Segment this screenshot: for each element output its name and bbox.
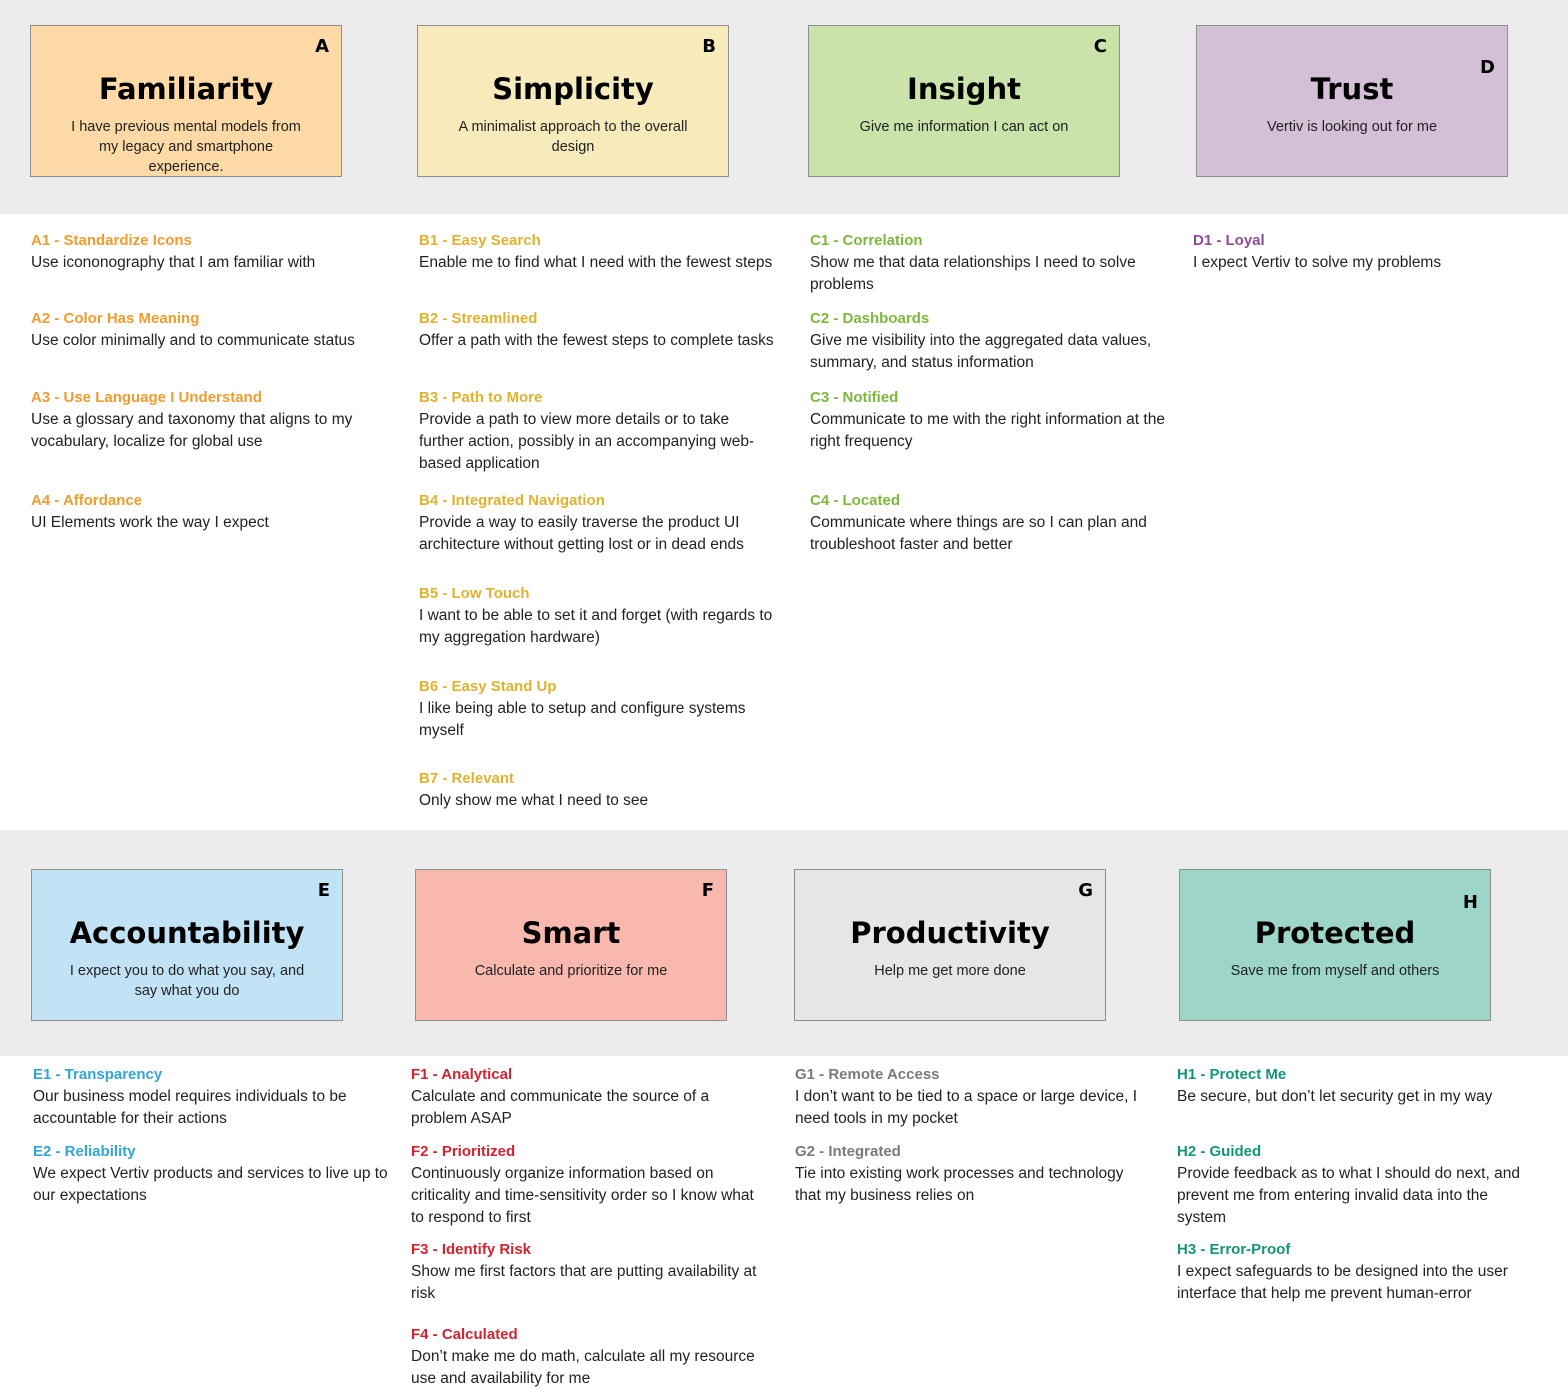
- card-title: Smart: [521, 916, 621, 950]
- item-heading: C1 - Correlation: [810, 232, 923, 249]
- item-heading: G2 - Integrated: [795, 1143, 901, 1160]
- list-item: [33, 1064, 388, 1130]
- item-heading: A3 - Use Language I Understand: [31, 389, 262, 406]
- item-heading: H3 - Error-Proof: [1177, 1241, 1291, 1258]
- card-letter: A: [315, 36, 329, 57]
- item-text: Use color minimally and to communicate status: [31, 332, 355, 349]
- item-text: I want to be able to set it and forget (with regards to my aggregation hardware): [419, 607, 773, 646]
- item-text: Use a glossary and taxonomy that aligns to my vocabulary, localize for global use: [31, 411, 353, 450]
- card-letter: C: [1093, 36, 1107, 57]
- item-text: Provide a way to easily traverse the product UI architecture without getting lost or in dead ends: [419, 514, 744, 553]
- item-heading: B7 - Relevant: [419, 770, 515, 787]
- item-heading: B4 - Integrated Navigation: [419, 492, 605, 509]
- item-text: Give me visibility into the aggregated data values, summary, and status information: [810, 332, 1152, 371]
- card-letter: H: [1462, 892, 1478, 913]
- item-heading: F2 - Prioritized: [411, 1143, 516, 1160]
- list-item: [810, 387, 1165, 453]
- list-item: [810, 230, 1165, 296]
- item-heading: E2 - Reliability: [33, 1143, 136, 1160]
- list-item: [31, 230, 386, 274]
- item-text: Show me first factors that are putting availability at risk: [411, 1263, 757, 1302]
- card-subtitle: I have previous mental models from my legacy and smartphone experience.: [71, 119, 301, 175]
- list-item: [419, 768, 774, 812]
- card-letter: E: [317, 880, 330, 901]
- card-title: Insight: [907, 72, 1021, 106]
- card-simplicity: [417, 25, 729, 177]
- item-text: Continuously organize information based on criticality and time-sensitivity order so I know what to respond to first: [411, 1165, 754, 1226]
- item-text: UI Elements work the way I expect: [31, 514, 269, 531]
- list-item: [1177, 1239, 1532, 1305]
- list-item: [795, 1064, 1150, 1130]
- item-text: Communicate to me with the right information at the right frequency: [810, 411, 1165, 450]
- list-item: [419, 676, 774, 742]
- item-text: I like being able to setup and configure systems myself: [419, 700, 746, 739]
- item-heading: C2 - Dashboards: [810, 310, 930, 327]
- item-text: Calculate and communicate the source of a problem ASAP: [411, 1088, 710, 1127]
- item-text: I don’t want to be tied to a space or large device, I need tools in my pocket: [795, 1088, 1138, 1127]
- item-text: Communicate where things are so I can plan and troubleshoot faster and better: [810, 514, 1147, 553]
- card-subtitle: Give me information I can act on: [859, 119, 1069, 135]
- list-item: [419, 387, 774, 475]
- card-subtitle: I expect you to do what you say, and say what you do: [69, 963, 305, 999]
- item-text: Provide feedback as to what I should do next, and prevent me from entering invalid data into the system: [1177, 1165, 1520, 1226]
- item-heading: D1 - Loyal: [1193, 232, 1265, 249]
- list-item: [411, 1064, 766, 1130]
- item-text: Offer a path with the fewest steps to complete tasks: [419, 332, 774, 349]
- list-item: [419, 490, 774, 556]
- item-heading: B5 - Low Touch: [419, 585, 530, 602]
- item-heading: B6 - Easy Stand Up: [419, 678, 557, 695]
- item-text: We expect Vertiv products and services to live up to our expectations: [33, 1165, 388, 1204]
- card-productivity: [794, 869, 1106, 1021]
- list-item: [419, 583, 774, 649]
- list-item: [33, 1141, 388, 1207]
- item-heading: H2 - Guided: [1177, 1143, 1262, 1160]
- list-item: [419, 308, 774, 352]
- item-text: Our business model requires individuals to be accountable for their actions: [33, 1088, 347, 1127]
- card-trust: [1196, 25, 1508, 177]
- card-letter: B: [702, 36, 716, 57]
- card-title: Protected: [1254, 916, 1416, 950]
- list-item: [31, 387, 386, 453]
- item-heading: A4 - Affordance: [31, 492, 143, 509]
- item-text: Use icononography that I am familiar with: [31, 254, 316, 271]
- item-text: Tie into existing work processes and technology that my business relies on: [795, 1165, 1124, 1204]
- item-text: Enable me to find what I need with the fewest steps: [419, 254, 773, 271]
- list-item: [411, 1324, 766, 1390]
- item-heading: B3 - Path to More: [419, 389, 543, 406]
- item-text: Be secure, but don’t let security get in my way: [1177, 1088, 1493, 1105]
- list-item: [1177, 1064, 1532, 1108]
- card-subtitle: Vertiv is looking out for me: [1266, 119, 1438, 135]
- card-title: Productivity: [850, 916, 1050, 950]
- card-subtitle: Help me get more done: [874, 963, 1026, 979]
- list-item: [810, 308, 1165, 374]
- item-text: I expect safeguards to be designed into the user interface that help me prevent human-error: [1177, 1263, 1508, 1302]
- item-heading: B2 - Streamlined: [419, 310, 538, 327]
- item-heading: A2 - Color Has Meaning: [31, 310, 200, 327]
- card-title: Trust: [1310, 72, 1394, 106]
- item-heading: F4 - Calculated: [411, 1326, 518, 1343]
- item-heading: E1 - Transparency: [33, 1066, 163, 1083]
- item-heading: C4 - Located: [810, 492, 901, 509]
- list-item: [31, 308, 386, 352]
- item-text: Don’t make me do math, calculate all my resource use and availability for me: [411, 1348, 755, 1387]
- item-heading: B1 - Easy Search: [419, 232, 541, 249]
- item-heading: F1 - Analytical: [411, 1066, 513, 1083]
- item-heading: G1 - Remote Access: [795, 1066, 940, 1083]
- list-item: [810, 490, 1165, 556]
- item-text: I expect Vertiv to solve my problems: [1193, 254, 1442, 271]
- list-item: [411, 1239, 766, 1305]
- card-familiarity: [30, 25, 342, 177]
- card-title: Accountability: [69, 916, 305, 950]
- card-subtitle: A minimalist approach to the overall design: [458, 119, 688, 155]
- item-text: Show me that data relationships I need to solve problems: [810, 254, 1136, 293]
- card-protected: [1179, 869, 1491, 1021]
- card-subtitle: Calculate and prioritize for me: [474, 963, 668, 979]
- list-item: [411, 1141, 766, 1229]
- list-item: [31, 490, 386, 534]
- card-accountability: [31, 869, 343, 1021]
- card-letter: D: [1480, 57, 1495, 78]
- card-insight: [808, 25, 1120, 177]
- card-title: Simplicity: [492, 72, 654, 106]
- list-item: [1193, 230, 1548, 274]
- item-text: Only show me what I need to see: [419, 792, 649, 809]
- list-item: [795, 1141, 1150, 1207]
- item-heading: C3 - Notified: [810, 389, 899, 406]
- item-text: Provide a path to view more details or to take further action, possibly in an accompanying web-based application: [419, 411, 755, 472]
- list-item: [419, 230, 774, 274]
- item-heading: A1 - Standardize Icons: [31, 232, 192, 249]
- card-letter: G: [1078, 880, 1093, 901]
- card-smart: [415, 869, 727, 1021]
- card-letter: F: [701, 880, 714, 901]
- item-heading: F3 - Identify Risk: [411, 1241, 532, 1258]
- list-item: [1177, 1141, 1532, 1229]
- card-subtitle: Save me from myself and others: [1230, 963, 1440, 979]
- card-title: Familiarity: [98, 72, 274, 106]
- item-heading: H1 - Protect Me: [1177, 1066, 1287, 1083]
